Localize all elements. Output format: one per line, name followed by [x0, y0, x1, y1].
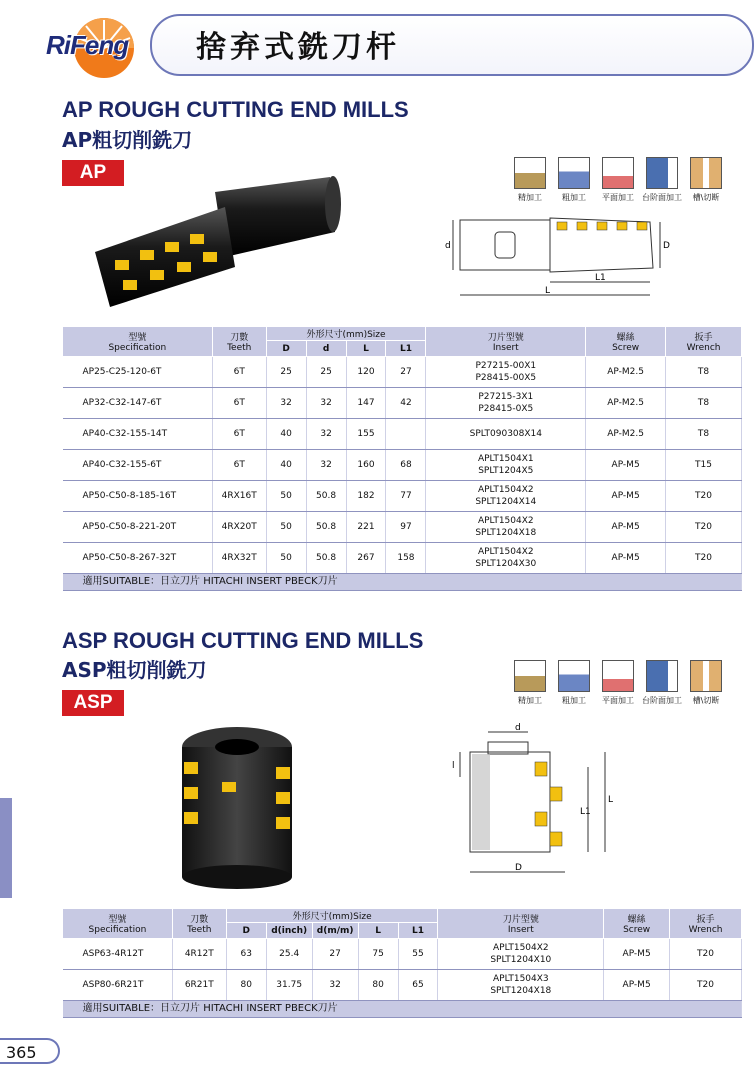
ap-tool-photo — [85, 172, 345, 312]
asp-machining-icons — [514, 660, 722, 706]
asp-dimension-diagram — [450, 722, 620, 882]
asp-title-en: ASP ROUGH CUTTING END MILLS — [62, 628, 424, 653]
col-screw: 螺絲 Screw — [586, 327, 666, 357]
col-teeth: 刀數 Teeth — [172, 909, 226, 939]
table-row: AP25-C25-120-6T 6T 25 25 120 27 P27215-00X1 P28415-00X5 AP-M2.5 T8 — [63, 357, 742, 388]
asp-L1-label: L1 — [580, 807, 591, 817]
col-wrench: 扳手 Wrench — [666, 327, 742, 357]
col-insert: 刀片型號 Insert — [438, 909, 604, 939]
asp-tool-photo — [172, 722, 302, 892]
ap-title-en: AP ROUGH CUTTING END MILLS — [62, 97, 409, 122]
shoulder-milling-icon: 台阶面加工 — [646, 660, 678, 706]
table-row: AP40-C32-155-14T 6T 40 32 155 SPLT090308X14 AP-M2.5 T8 — [63, 419, 742, 450]
ap-title-cn: AP粗切削銑刀 — [62, 128, 193, 152]
face-milling-icon: 平面加工 — [602, 157, 634, 203]
asp-spec-table: 型號 Specification 刀數 Teeth 外形尺寸(mm)Size 刀片型號 Insert 螺絲 Screw 扳手 Wrench D d(inch) d(m/m) L L1 ASP63-4R12T 4R12T 63 25.4 27 75 55 APLT1504X2 SPLT1204X10 AP-M5 T20 ASP80-6R21T 6R21T 80 31.75 32 80 65 APLT1504X3 SPLT1204X18 AP-M5 T20 適用SUITABLE：日立刀片 HITACHI INSERT PBECK刀片 — [62, 908, 742, 1018]
asp-l-label: l — [452, 761, 455, 771]
ap-suitable-note: 適用SUITABLE：日立刀片 HITACHI INSERT PBECK刀片 — [63, 574, 742, 591]
asp-L-label: L — [608, 795, 614, 805]
ap-L1-label: L1 — [595, 273, 606, 283]
slotting-icon: 槽\切断 — [690, 157, 722, 203]
roughing-icon: 粗加工 — [558, 660, 590, 706]
ap-spec-table: 型號 Specification 刀數 Teeth 外形尺寸(mm)Size 刀片型號 Insert 螺絲 Screw 扳手 Wrench D d L L1 AP25-C25-120-6T 6T 25 25 120 27 P27215-00X1 P28415-00X5 AP-M2.5 T8 AP32-C32-147-6T 6T 32 32 147 42 P27215-3X1 P28415-0X5 AP-M2.5 T8 AP40-C32-155-14T 6T 40 32 155 SPLT090308X14 AP-M2.5 T8 AP40-C32-155-6T 6T 40 32 160 68 APLT1504X1 SPLT1204X5 AP-M5 T15 AP50-C50-8-185-16T 4RX16T 50 50.8 182 77 APLT1504X2 SPLT1204X14 AP-M5 T20 AP50-C50-8-221-20T 4RX20T 50 50.8 221 97 APLT1504X2 SPLT1204X18 AP-M5 T20 AP50-C50-8-267-32T 4RX32T 50 50.8 267 158 APLT1504X2 SPLT1204X30 AP-M5 T20 適用SUITABLE：日立刀片 HITACHI INSERT PBECK刀片 — [62, 326, 742, 591]
table-row: AP40-C32-155-6T 6T 40 32 160 68 APLT1504X1 SPLT1204X5 AP-M5 T15 — [63, 450, 742, 481]
col-spec: 型號 Specification — [63, 909, 173, 939]
ap-L-label: L — [545, 286, 551, 296]
roughing-icon: 粗加工 — [558, 157, 590, 203]
table-row: AP50-C50-8-185-16T 4RX16T 50 50.8 182 77 APLT1504X2 SPLT1204X14 AP-M5 T20 — [63, 481, 742, 512]
table-row: AP50-C50-8-267-32T 4RX32T 50 50.8 267 158 APLT1504X2 SPLT1204X30 AP-M5 T20 — [63, 543, 742, 574]
brand-name: RiFeng — [46, 30, 129, 60]
col-screw: 螺絲 Screw — [604, 909, 670, 939]
ap-d-label: d — [445, 241, 451, 251]
slotting-icon: 槽\切断 — [690, 660, 722, 706]
side-tab — [0, 798, 12, 898]
asp-D-label: D — [515, 863, 522, 873]
table-row: ASP63-4R12T 4R12T 63 25.4 27 75 55 APLT1504X2 SPLT1204X10 AP-M5 T20 — [63, 939, 742, 970]
ap-machining-icons — [514, 157, 722, 203]
table-row: AP50-C50-8-221-20T 4RX20T 50 50.8 221 97 APLT1504X2 SPLT1204X18 AP-M5 T20 — [63, 512, 742, 543]
shoulder-milling-icon: 台阶面加工 — [646, 157, 678, 203]
col-spec: 型號 Specification — [63, 327, 213, 357]
col-dims: 外形尺寸(mm)Size — [266, 327, 426, 341]
asp-title-cn: ASP粗切削銑刀 — [62, 658, 207, 682]
col-teeth: 刀數 Teeth — [212, 327, 266, 357]
finishing-icon: 精加工 — [514, 660, 546, 706]
page-number: 365 — [0, 1038, 60, 1064]
asp-d-label: d — [515, 723, 521, 733]
ap-dimension-diagram — [435, 210, 675, 305]
col-insert: 刀片型號 Insert — [426, 327, 586, 357]
table-row: AP32-C32-147-6T 6T 32 32 147 42 P27215-3X1 P28415-0X5 AP-M2.5 T8 — [63, 388, 742, 419]
asp-tag: ASP — [62, 690, 124, 716]
col-dims: 外形尺寸(mm)Size — [226, 909, 438, 923]
table-row: ASP80-6R21T 6R21T 80 31.75 32 80 65 APLT1504X3 SPLT1204X18 AP-M5 T20 — [63, 970, 742, 1001]
page-title: 捨弃式銑刀杆 — [196, 30, 400, 65]
face-milling-icon: 平面加工 — [602, 660, 634, 706]
ap-D-label: D — [663, 241, 670, 251]
asp-suitable-note: 適用SUITABLE：日立刀片 HITACHI INSERT PBECK刀片 — [63, 1001, 742, 1018]
finishing-icon: 精加工 — [514, 157, 546, 203]
col-wrench: 扳手 Wrench — [670, 909, 742, 939]
ap-tag: AP — [62, 160, 124, 186]
